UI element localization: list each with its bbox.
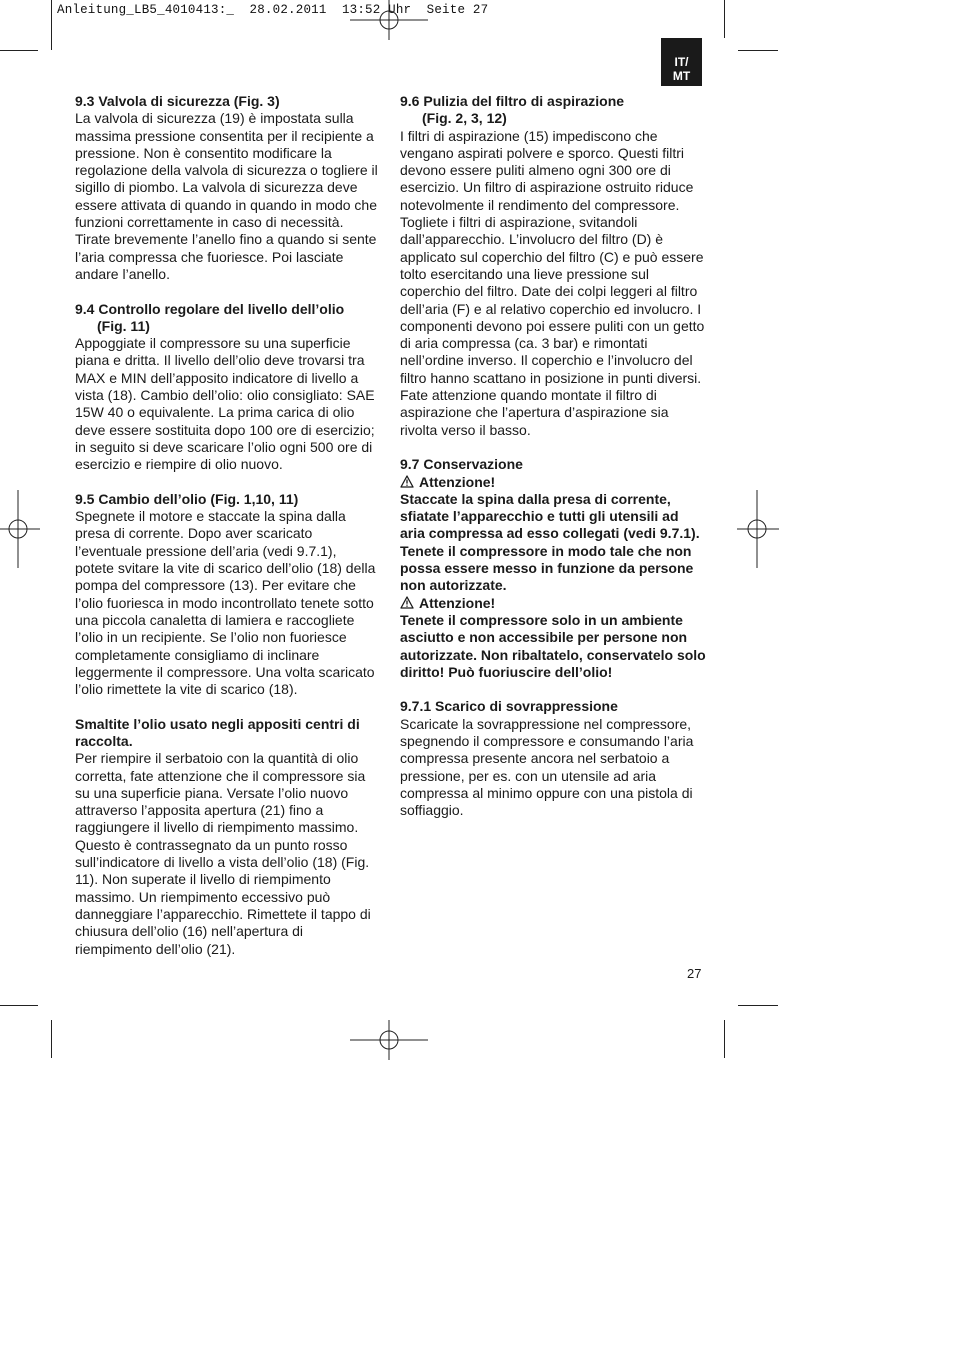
section-9-6 <box>400 93 706 439</box>
crop-mark <box>0 50 38 51</box>
print-slug: Anleitung_LB5_4010413:_ 28.02.2011 13:52 Uhr Seite 27 <box>57 3 489 17</box>
right-column <box>400 93 706 819</box>
section-9-7 <box>400 456 706 681</box>
warning-label <box>400 595 706 612</box>
crop-mark <box>724 0 725 38</box>
section-heading: 9.3 Valvola di sicurezza (Fig. 3) <box>75 93 280 109</box>
section-body: Spegnete il motore e staccate la spina dalla presa di corrente. Dopo aver scaricato l’eventuale pressione dell’aria (vedi 9.7.1), potete svitare la vite di scarico dell’olio (18) della pompa del compressore (13). Per evitare che l’olio fuoriesca in modo incontrollato tenete sotto una piccola canaletta di lamiera e raccogliete l’olio in un recipiente. Se l’olio non fuoriesce completamente consigliamo di inclinare leggermente il compressore. Una volta scaricato l’olio rimettete la vite di scarico (18). <box>75 508 376 698</box>
section-oil-disposal <box>75 716 379 958</box>
registration-mark-icon <box>0 490 40 568</box>
warning-text: Tenete il compressore solo in un ambiente asciutto e non accessibile per persone non autorizzate. Non ribaltatelo, conservatelo solo diritto! Può fuoriuscire dell’olio! <box>400 611 706 680</box>
section-body: Scaricate la sovrappressione nel compressore, spegnendo il compressore e consumando l’aria compressa presente ancora nel serbatoio a pressione, per es. con un utensile ad aria compressa al minimo oppure con una pistola di soffiaggio. <box>400 715 694 819</box>
section-9-3 <box>75 93 379 283</box>
crop-mark <box>738 50 778 51</box>
section-heading-line: (Fig. 11) <box>97 317 150 334</box>
crop-mark <box>0 1005 38 1006</box>
language-badge <box>661 38 702 86</box>
section-heading-line: 9.6 Pulizia del filtro di aspirazione <box>400 93 625 109</box>
warning-label <box>400 474 706 491</box>
warning-triangle-icon <box>400 596 414 609</box>
section-heading: 9.5 Cambio dell’olio (Fig. 1,10, 11) <box>75 490 299 507</box>
section-heading-line: 9.4 Controllo regolare del livello dell’olio <box>75 300 345 317</box>
warning-triangle-icon <box>400 475 414 488</box>
section-9-4 <box>75 301 379 474</box>
section-heading: 9.7 Conservazione <box>400 456 523 473</box>
section-heading: Smaltite l’olio usato negli appositi centri di raccolta. <box>75 715 360 749</box>
page-number: 27 <box>687 966 702 981</box>
section-body: La valvola di sicurezza (19) è impostata sulla massima pressione consentita per il recipiente a pressione. Non è consentito modificare la regolazione della valvola di sicurezza o togliere il sigillo di piombo. La valvola di sicurezza deve essere attivata di quando in quando in modo che funzioni correttamente in caso di necessità. Tirate brevemente l’anello fino a quando si sente l’aria compressa che fuoriesce. Poi lasciate andare l’anello. <box>75 110 378 282</box>
section-body: I filtri di aspirazione (15) impediscono che vengano aspirati polvere e sporco. Questi filtri devono essere puliti almeno ogni 300 ore di esercizio. Un filtro di aspirazione ostruito riduce notevolmente il rendimento del compressore. Togliete i filtri di aspirazione, svitandoli dall’apparecchio. L’involucro del filtro (D) è applicato sul coperchio del filtro (C) e può essere tolto esercitando una lieve pressione sul coperchio del filtro. Date dei colpi leggeri al filtro dell’aria (F) e al relativo coperchio ed involucro. I componenti devono poi essere puliti con un getto di aria compressa (ca. 3 bar) e rimontati nell’ordine inverso. Il coperchio e l’involucro del filtro hanno scattano in posizione in punti diversi. Fate attenzione quando montate il filtro di aspirazione che l’apertura d’aspirazione sia rivolta verso il basso. <box>400 127 705 438</box>
section-heading: 9.7.1 Scarico di sovrappressione <box>400 698 618 715</box>
section-9-5 <box>75 491 379 699</box>
language-badge-line2: MT <box>672 69 691 83</box>
section-heading-line: (Fig. 2, 3, 12) <box>422 110 507 127</box>
section-heading <box>75 301 379 336</box>
section-body: Appoggiate il compressore su una superficie piana e dritta. Il livello dell’olio deve trovarsi tra MAX e MIN dell’apposito indicatore di livello a vista (18). Cambio dell’olio: olio consigliato: SAE 15W 40 o equivalente. La prima carica di olio deve essere sostituita dopo 100 ore di esercizio; in seguito si deve scaricare l’olio ogni 500 ore di esercizio e riempire di olio nuovo. <box>75 335 375 473</box>
language-badge-line1: IT/ <box>674 55 689 69</box>
crop-mark <box>738 1005 778 1006</box>
left-column <box>75 93 379 958</box>
section-body: Per riempire il serbatoio con la quantità di olio corretta, fate attenzione che il compressore sia su una superficie piana. Versate l’olio nuovo attraverso l’apposita apertura (21) fino a raggiungere il livello di riempimento massimo. Questo è contrassegnato da un punto rosso sull’indicatore di livello a vista dell’olio (18) (Fig. 11). Non superate il livello di riempimento massimo. Un riempimento eccessivo può danneggiare l’apparecchio. Rimettete il tappo di chiusura dell’olio (16) nell’apertura di riempimento dell’olio (21). <box>75 750 371 957</box>
section-9-7-1 <box>400 698 706 819</box>
warning-label-text: Attenzione! <box>419 594 496 611</box>
crop-mark <box>51 0 52 50</box>
registration-mark-icon <box>350 0 428 40</box>
section-heading <box>400 93 706 128</box>
crop-mark <box>51 1020 52 1058</box>
registration-mark-icon <box>350 1020 428 1060</box>
registration-mark-icon <box>737 490 779 568</box>
warning-label-text: Attenzione! <box>419 473 496 490</box>
crop-mark <box>724 1020 725 1058</box>
warning-text: Staccate la spina dalla presa di corrente, sfiatate l’apparecchio e tutti gli utensili ad aria compressa ad esso collegati (vedi 9.7.1). Tenete il compressore in modo tale che non possa essere messo in funzione da persone non autorizzate. <box>400 490 700 594</box>
